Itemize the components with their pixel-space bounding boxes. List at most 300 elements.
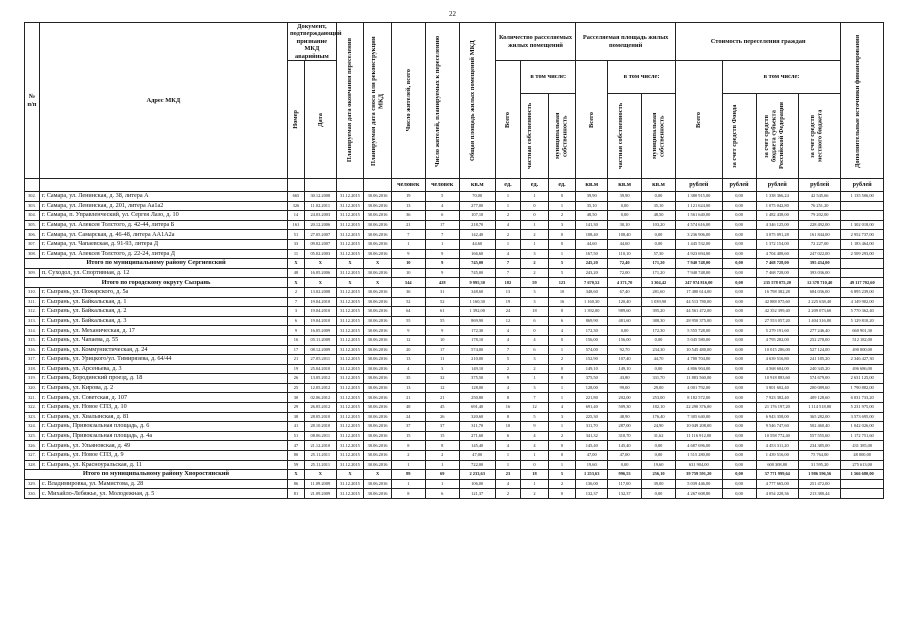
cell: 1: [521, 239, 549, 249]
cell: 221,80: [576, 393, 608, 403]
row-address: г. Сызрань, ул. Коммунистическая, д. 24: [39, 345, 287, 355]
cell: 30.06.2016: [364, 460, 392, 470]
cell: 247 974 816,00: [675, 278, 722, 288]
cell: 48: [391, 403, 425, 413]
cell: 1 338 366,24: [756, 192, 798, 202]
cell: 8: [391, 489, 425, 499]
col-num: № п/п: [25, 23, 40, 179]
cell: 348,60: [576, 287, 608, 297]
cell: 0: [548, 230, 576, 240]
cell: 3 801 602,40: [756, 383, 798, 393]
cell: 21.12.2010: [304, 441, 336, 451]
col-area-group: Расселяемая площадь жилых помещений: [576, 23, 676, 61]
table-row: [25, 239, 884, 249]
units-row: [25, 179, 884, 192]
cell: 0,00: [722, 211, 756, 221]
cell: 4: [495, 220, 520, 230]
cell: 31.12.2015: [336, 239, 364, 249]
cell: 30.06.2016: [364, 355, 392, 365]
col-additional-sources: Дополнительные источники финансирования: [841, 23, 884, 179]
cell: 0,00: [608, 211, 642, 221]
cell: 1: [548, 201, 576, 211]
cell: 9: [425, 268, 459, 278]
table-row: [25, 412, 884, 422]
cell: 30.06.2016: [364, 374, 392, 384]
cell: 12: [425, 383, 459, 393]
col-cost-local: за счет средств местного бюджета: [798, 94, 840, 179]
cell: 869,90: [459, 316, 495, 326]
cell: 26: [287, 374, 304, 384]
cell: 14: [287, 211, 304, 221]
cell: 745,00: [459, 259, 495, 269]
table-row: [25, 489, 884, 499]
cell: 388,30: [642, 316, 676, 326]
cell: 57,30: [642, 249, 676, 259]
cell: 240 345,20: [798, 364, 840, 374]
cell: 15: [425, 431, 459, 441]
cell: 1 160,30: [459, 297, 495, 307]
cell: 31.12.2015: [336, 192, 364, 202]
cell: 136,00: [576, 479, 608, 489]
cell: 3: [521, 249, 549, 259]
cell: 409 128,60: [798, 393, 840, 403]
cell: 0,00: [722, 326, 756, 336]
cell: 1: [495, 239, 520, 249]
cell: 7 305 640,00: [675, 412, 722, 422]
row-number: 307.: [25, 239, 40, 249]
cell: 132,37: [576, 489, 608, 499]
cell: 145,40: [459, 441, 495, 451]
row-address: г. Самара, п. Управленческий, ул. Сергея Лазо, д. 10: [39, 211, 287, 221]
cell: 25.11.2011: [304, 451, 336, 461]
cell: X: [304, 259, 336, 269]
header-row-1: [25, 23, 884, 61]
row-address: г. Сызрань, ул. Ульяновская, д. 49: [39, 441, 287, 451]
table-row: [25, 220, 884, 230]
cell: 0,00: [722, 470, 756, 480]
cell: 0,00: [722, 355, 756, 365]
cell: X: [364, 470, 392, 480]
cell: 13: [495, 287, 520, 297]
cell: 869,90: [576, 316, 608, 326]
cell: 156,00: [576, 335, 608, 345]
cell: 31.12.2015: [336, 403, 364, 413]
cell: 30.06.2016: [364, 220, 392, 230]
cell: 3: [521, 383, 549, 393]
cell: 32: [425, 374, 459, 384]
cell: 30.06.2016: [364, 383, 392, 393]
cell: 1 075 042,80: [756, 201, 798, 211]
cell: 30.06.2016: [364, 239, 392, 249]
cell: 20: [391, 345, 425, 355]
cell: 490 000,00: [841, 345, 884, 355]
cell: 0: [548, 364, 576, 374]
cell: 11.09.2009: [304, 479, 336, 489]
cell: 24.03.2003: [304, 211, 336, 221]
row-number: 323.: [25, 412, 40, 422]
cell: 1: [521, 220, 549, 230]
cell: 44,60: [459, 239, 495, 249]
cell: 0,00: [722, 403, 756, 413]
cell: 10 558 772,40: [756, 431, 798, 441]
table-row: [25, 422, 884, 432]
col-document: Документ, подтверждающий признание МКД аварийным: [287, 23, 336, 61]
cell: 31.12.2015: [336, 422, 364, 432]
table-row: [25, 287, 884, 297]
cell: 2: [548, 355, 576, 365]
row-number: 306.: [25, 230, 40, 240]
cell: 0: [548, 239, 576, 249]
cell: 481,60: [608, 316, 642, 326]
table-row: [25, 364, 884, 374]
cell: 0: [548, 441, 576, 451]
cell: 1 986 596,56: [798, 470, 840, 480]
cell: 0,00: [642, 489, 676, 499]
col-qty-including: в том числе:: [521, 61, 576, 94]
cell: 2: [521, 268, 549, 278]
cell: 393 036,00: [798, 268, 840, 278]
cell: 0: [548, 192, 576, 202]
cell: 44 561 472,00: [675, 307, 722, 317]
cell: 5: [425, 192, 459, 202]
cell: 0,00: [722, 431, 756, 441]
cell: 0,00: [722, 278, 756, 288]
row-address: г. Сызрань, ул. Красноуральская, д. 11: [39, 460, 287, 470]
cell: 120,40: [608, 297, 642, 307]
cell: 30,10: [608, 220, 642, 230]
row-address: г. Сызрань, ул. Байкальская, д. 2: [39, 307, 287, 317]
cell: 365 282,00: [798, 412, 840, 422]
cell: 31.12.2015: [336, 479, 364, 489]
cell: 28 950 375,00: [675, 316, 722, 326]
cell: 4 639 516,80: [756, 355, 798, 365]
cell: 0: [521, 201, 549, 211]
cell: 80: [287, 451, 304, 461]
cell: 30.06.2016: [364, 412, 392, 422]
cell: 7 670,52: [576, 278, 608, 288]
cell: 75 764,00: [798, 451, 840, 461]
cell: 02.06.2012: [304, 393, 336, 403]
cell: 1: [391, 460, 425, 470]
cell: 287,00: [608, 422, 642, 432]
row-number: 328.: [25, 460, 40, 470]
cell: 341,32: [576, 431, 608, 441]
cell: 9: [521, 422, 549, 432]
cell: 395,20: [642, 307, 676, 317]
cell: 1 135 506,00: [841, 192, 884, 202]
cell: 48,50: [576, 211, 608, 221]
unit: ед.: [521, 179, 549, 192]
table-row: [25, 393, 884, 403]
cell: 171,20: [642, 259, 676, 269]
row-number: 330.: [25, 489, 40, 499]
cell: 19.04.2010: [304, 297, 336, 307]
cell: 26: [425, 412, 459, 422]
unit: ед.: [548, 179, 576, 192]
cell: 245,20: [576, 259, 608, 269]
cell: 0,00: [722, 345, 756, 355]
cell: 41: [287, 422, 304, 432]
cell: 48,90: [608, 412, 642, 422]
cell: 1 445 532,00: [675, 239, 722, 249]
cell: 3 304,42: [642, 278, 676, 288]
cell: 2 509 293,00: [841, 249, 884, 259]
cell: 0: [521, 211, 549, 221]
row-number: 318.: [25, 364, 40, 374]
cell: 2: [391, 451, 425, 461]
cell: 21.09.2009: [304, 489, 336, 499]
cell: 0,00: [722, 192, 756, 202]
cell: 30.06.2016: [364, 326, 392, 336]
cell: 2: [548, 211, 576, 221]
cell: 1 392,00: [459, 307, 495, 317]
row-address: г. Сызрань, ул. Чапаева, д. 55: [39, 335, 287, 345]
cell: 0,00: [722, 422, 756, 432]
col-total-area: Общая площадь жилых помещений МКД: [459, 23, 495, 179]
col-cost-group: Стоимость переселения граждан: [675, 23, 840, 61]
cell: 251 472,00: [798, 479, 840, 489]
cell: 1: [548, 422, 576, 432]
row-number: 319.: [25, 374, 40, 384]
cell: 9: [495, 374, 520, 384]
total-row: [25, 259, 884, 269]
cell: 1 790 882,00: [841, 383, 884, 393]
cell: 0,00: [722, 393, 756, 403]
cell: 121,37: [459, 489, 495, 499]
cell: 218,70: [459, 220, 495, 230]
cell: 31.12.2015: [336, 364, 364, 374]
cell: 29,00: [642, 383, 676, 393]
cell: 38: [287, 412, 304, 422]
table-row: [25, 316, 884, 326]
cell: 25: [287, 383, 304, 393]
cell: 1 392,00: [576, 307, 608, 317]
cell: 2: [495, 489, 520, 499]
cell: 23: [495, 470, 520, 480]
cell: [841, 211, 884, 221]
cell: 21 176 197,20: [756, 403, 798, 413]
cell: 0,00: [642, 335, 676, 345]
cell: 3 075 091,28: [756, 230, 798, 240]
cell: 30.06.2016: [364, 297, 392, 307]
cell: 0,00: [722, 451, 756, 461]
cell: 4 687 696,00: [675, 441, 722, 451]
cell: 331,70: [642, 374, 676, 384]
cell: 30.06.2016: [364, 316, 392, 326]
cell: 35,10: [642, 201, 676, 211]
cell: 1 039,90: [642, 297, 676, 307]
cell: 512 182,00: [841, 335, 884, 345]
cell: 7: [287, 297, 304, 307]
cell: 16.05.2006: [304, 268, 336, 278]
row-address: г. Самара, ул. Самарская, д. 46-48, литера АА1А2а: [39, 230, 287, 240]
cell: 31.12.2015: [336, 451, 364, 461]
cell: 4: [521, 431, 549, 441]
cell: 1: [521, 451, 549, 461]
unit: рублей: [722, 179, 756, 192]
cell: 37: [391, 422, 425, 432]
cell: 31.12.2015: [336, 393, 364, 403]
cell: 0,00: [722, 479, 756, 489]
cell: 428: [425, 278, 459, 288]
cell: 132,37: [608, 489, 642, 499]
cell: 8: [495, 412, 520, 422]
cell: 243,20: [576, 268, 608, 278]
cell: 4 054 228,36: [756, 489, 798, 499]
cell: 35: [391, 374, 425, 384]
cell: 107,40: [608, 355, 642, 365]
cell: 509,30: [608, 403, 642, 413]
cell: 5 045 580,00: [675, 335, 722, 345]
cell: 4 149 902,00: [841, 297, 884, 307]
cell: 45: [425, 403, 459, 413]
cell: 2 233,63: [459, 470, 495, 480]
row-number: 303.: [25, 201, 40, 211]
table-row: [25, 383, 884, 393]
cell: 4 574 616,00: [675, 220, 722, 230]
cell: 31.12.2015: [336, 220, 364, 230]
cell: 228 492,00: [798, 220, 840, 230]
row-number: 320.: [25, 383, 40, 393]
cell: 30.06.2016: [364, 230, 392, 240]
cell: 161: [287, 220, 304, 230]
cell: 30.06.2016: [364, 307, 392, 317]
cell: 665: [287, 192, 304, 202]
cell: 25.11.2011: [304, 460, 336, 470]
cell: 16 798 382,28: [756, 287, 798, 297]
cell: 1 160,30: [576, 297, 608, 307]
cell: 2: [495, 230, 520, 240]
cell: 0,00: [722, 287, 756, 297]
cell: 9: [425, 326, 459, 336]
cell: 544: [391, 278, 425, 288]
cell: 149,10: [608, 364, 642, 374]
row-number: 312.: [25, 307, 40, 317]
table-row: [25, 345, 884, 355]
col-qty-total: Всего: [495, 61, 520, 179]
col-area-private: частная собственность: [608, 94, 642, 179]
cell: 6: [495, 431, 520, 441]
cell: 2: [425, 451, 459, 461]
cell: 1: [548, 393, 576, 403]
cell: 31.12.2015: [336, 441, 364, 451]
cell: 44,70: [642, 355, 676, 365]
unit: кв.м: [608, 179, 642, 192]
cell: 0,00: [642, 441, 676, 451]
cell: 0: [521, 326, 549, 336]
col-cost-fund: за счет средств Фонда: [722, 94, 756, 179]
row-address: г. Самара, ул. Чапаевская, д. 91-93, литера Д: [39, 239, 287, 249]
cell: 30.12.2008: [304, 192, 336, 202]
cell: 13: [391, 201, 425, 211]
row-number: 315.: [25, 335, 40, 345]
table-row: [25, 355, 884, 365]
col-cost-total: Всего: [675, 61, 722, 179]
cell: 8: [425, 441, 459, 451]
cell: 59: [521, 278, 549, 288]
cell: 72 227,00: [798, 239, 840, 249]
cell: 61: [425, 307, 459, 317]
col-area-including: в том числе:: [608, 61, 676, 94]
cell: [841, 268, 884, 278]
cell: 178,10: [459, 335, 495, 345]
cell: 12: [521, 403, 549, 413]
cell: 496 686,00: [841, 364, 884, 374]
cell: 44 513 780,00: [675, 297, 722, 307]
cell: 4: [495, 441, 520, 451]
cell: 52: [391, 297, 425, 307]
row-address: г. Самара, ул. Ленинская, д. 38, литера А: [39, 192, 287, 202]
cell: 172,30: [459, 326, 495, 336]
cell: 30.06.2016: [364, 393, 392, 403]
cell: 128,00: [459, 383, 495, 393]
cell: 18: [521, 470, 549, 480]
cell: 49 117 702,60: [841, 278, 884, 288]
row-number: 310.: [25, 287, 40, 297]
cell: 31,62: [642, 431, 676, 441]
cell: 0,00: [722, 441, 756, 451]
cell: 43,80: [608, 374, 642, 384]
cell: 166,60: [459, 249, 495, 259]
cell: 7 940 748,00: [675, 268, 722, 278]
cell: 0: [548, 489, 576, 499]
table-row: [25, 326, 884, 336]
row-number: 308.: [25, 249, 40, 259]
cell: 31.12.2015: [336, 316, 364, 326]
cell: 0,00: [608, 460, 642, 470]
cell: 4: [495, 249, 520, 259]
cell: 16: [548, 297, 576, 307]
cell: 10 049 208,00: [675, 422, 722, 432]
cell: 6: [521, 316, 549, 326]
cell: 2: [521, 259, 549, 269]
cell: 1: [391, 239, 425, 249]
row-number: 326.: [25, 441, 40, 451]
cell: 79 202,00: [798, 211, 840, 221]
cell: 3: [548, 412, 576, 422]
cell: 117,00: [608, 479, 642, 489]
cell: 28.10.2010: [304, 422, 336, 432]
unit: рублей: [675, 179, 722, 192]
cell: 11 116 912,00: [675, 431, 722, 441]
cell: 0,00: [722, 268, 756, 278]
cell: 47: [287, 441, 304, 451]
cell: 29: [287, 403, 304, 413]
cell: 8: [548, 307, 576, 317]
cell: 0,00: [642, 192, 676, 202]
cell: 99,00: [608, 383, 642, 393]
row-address: г. Сызрань, ул. Байкальская, д. 3: [39, 316, 287, 326]
cell: 1: [521, 374, 549, 384]
cell: 326: [287, 201, 304, 211]
cell: 172,30: [576, 326, 608, 336]
cell: 70,00: [459, 192, 495, 202]
cell: 600 308,80: [756, 460, 798, 470]
cell: 10: [495, 422, 520, 432]
row-address: с. Михайло-Лебяжье, ул. Молодежная, д. 5: [39, 489, 287, 499]
cell: 3: [548, 220, 576, 230]
cell: 31.12.2015: [336, 268, 364, 278]
cell: 17: [425, 345, 459, 355]
cell: 7 468 728,00: [756, 268, 798, 278]
row-address: п. Суходол, ул. Спортивная, д. 12: [39, 268, 287, 278]
cell: 9 546 747,60: [756, 422, 798, 432]
cell: 631 904,00: [675, 460, 722, 470]
cell: 145,40: [608, 441, 642, 451]
row-number: 317.: [25, 355, 40, 365]
cell: X: [336, 278, 364, 288]
cell: 5 129 810,20: [841, 316, 884, 326]
